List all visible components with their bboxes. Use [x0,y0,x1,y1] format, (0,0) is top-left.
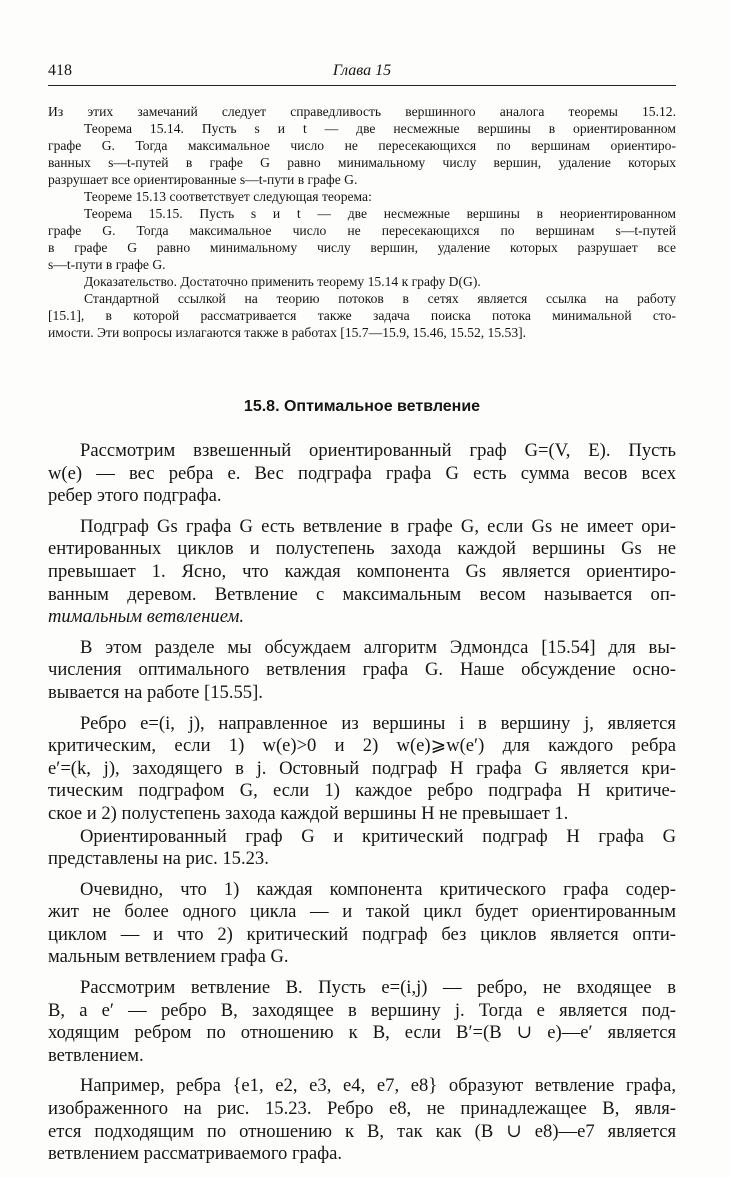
text-line: Стандартной ссылкой на теорию потоков в сетях является ссылка на работу [84,291,676,306]
text-line: Ориентированный граф G и критический подграф H графа G [80,825,676,847]
text-line: разрушает все ориентированные s—t-пути в графе G. [48,172,358,187]
header-rule [48,85,676,86]
text-line: Подграф Gs графа G есть ветвление в графе G, если Gs не имеет ори- [80,515,676,537]
text-line: критическим, если 1) w(e)>0 и 2) w(e)⩾w(e′) для каждого ребра [48,735,676,757]
text-line: циклом — и что 2) критический подграф без циклов является опти- [48,923,676,945]
text-line: e′=(k, j), заходящего в j. Остовный подграф H графа G является кри- [48,757,676,779]
theorem-15-14-line: Теорема 15.14. Пусть s и t — две несмежные вершины в ориентированном [84,121,676,136]
theorem-15-15-line: Теорема 15.15. Пусть s и t — две несмежные вершины в неориентированном [84,206,676,221]
main-text-block [48,440,676,1166]
text-line: имости. Эти вопросы излагаются также в работах [15.7—15.9, 15.46, 15.52, 15.53]. [48,325,527,340]
text-line: Рассмотрим ветвление B. Пусть e=(i,j) — ребро, не входящее в [80,977,676,999]
chapter-title: Глава 15 [332,62,392,79]
text-line: графе G. Тогда максимальное число не пересекающихся по вершинам ориентиро- [48,138,676,153]
text-line: Очевидно, что 1) каждая компонента критического графа содер- [80,878,676,900]
small-print-block [48,103,676,341]
text-line: графе G. Тогда максимальное число не пересекающихся по вершинам s—t-путей [48,223,676,238]
text-line: ется подходящим по отношению к B, так как (B ∪ e8)—e7 является [48,1120,676,1142]
text-line: Ребро e=(i, j), направленное из вершины i в вершину j, является [80,712,676,734]
text-line: ентированных циклов и полустепень захода каждой вершины Gs не [48,538,676,560]
running-header [48,60,676,84]
text-line: Рассмотрим взвешенный ориентированный граф G=(V, E). Пусть [80,440,676,461]
text-line: ребер этого подграфа. [48,485,222,507]
text-line: представлены на рис. 15.23. [48,848,269,870]
proof-line: Доказательство. Достаточно применить теорему 15.14 к графу D(G). [84,274,481,289]
text-line: s—t-пути в графе G. [48,257,166,272]
text-line: В этом разделе мы обсуждаем алгоритм Эдмондса [15.54] для вы- [80,636,676,658]
text-line: тическим подграфом G, если 1) каждое ребро подграфа H критиче- [48,780,676,802]
text-line: числения оптимального ветвления графа G. Наше обсуждение осно- [48,659,676,681]
text-line: ванным деревом. Ветвление с максимальным весом называется оп- [48,583,676,605]
text-line: жит не более одного цикла — и такой цикл будет ориентированным [48,901,676,923]
text-line: вывается на работе [15.55]. [48,681,263,703]
page-number: 418 [48,62,72,79]
text-line: Теореме 15.13 соответствует следующая теорема: [84,189,372,204]
text-line: в графе G равно минимальному числу вершин, удаление которых разрушает все [48,240,676,255]
text-line: w(e) — вес ребра e. Вес подграфа графа G есть сумма весов всех [48,462,676,484]
section-heading: 15.8. Оптимальное ветвление [243,398,481,415]
text-line: превышает 1. Ясно, что каждая компонента Gs является ориентиро- [48,560,676,582]
text-line: Например, ребра {e1, e2, e3, e4, e7, e8} образуют ветвление графа, [80,1075,676,1097]
text-line: ветвлением рассматриваемого графа. [48,1143,343,1165]
text-line: [15.1], в которой рассматривается также задача поиска потока минимальной сто- [48,308,676,323]
text-line: ходящим ребром по отношению к B, если B′=(B ∪ e)—e′ является [48,1022,676,1044]
text-line: ское и 2) полустепень захода каждой вершины H не превышает 1. [48,802,569,824]
text-line: изображенного на рис. 15.23. Ребро e8, не принадлежащее B, явля- [48,1098,676,1120]
text-line: ванных s—t-путей в графе G равно минимальному числу вершин, удаление которых [48,155,676,170]
text-line: мальным ветвлением графа G. [48,946,289,968]
text-line: Из этих замечаний следует справедливость вершинного аналога теоремы 15.12. [48,104,676,119]
text-line: ветвлением. [48,1044,144,1066]
text-line: тимальным ветвлением. [48,606,245,628]
text-line: B, а e′ — ребро B, заходящее в вершину j. Тогда e является под- [48,999,676,1021]
